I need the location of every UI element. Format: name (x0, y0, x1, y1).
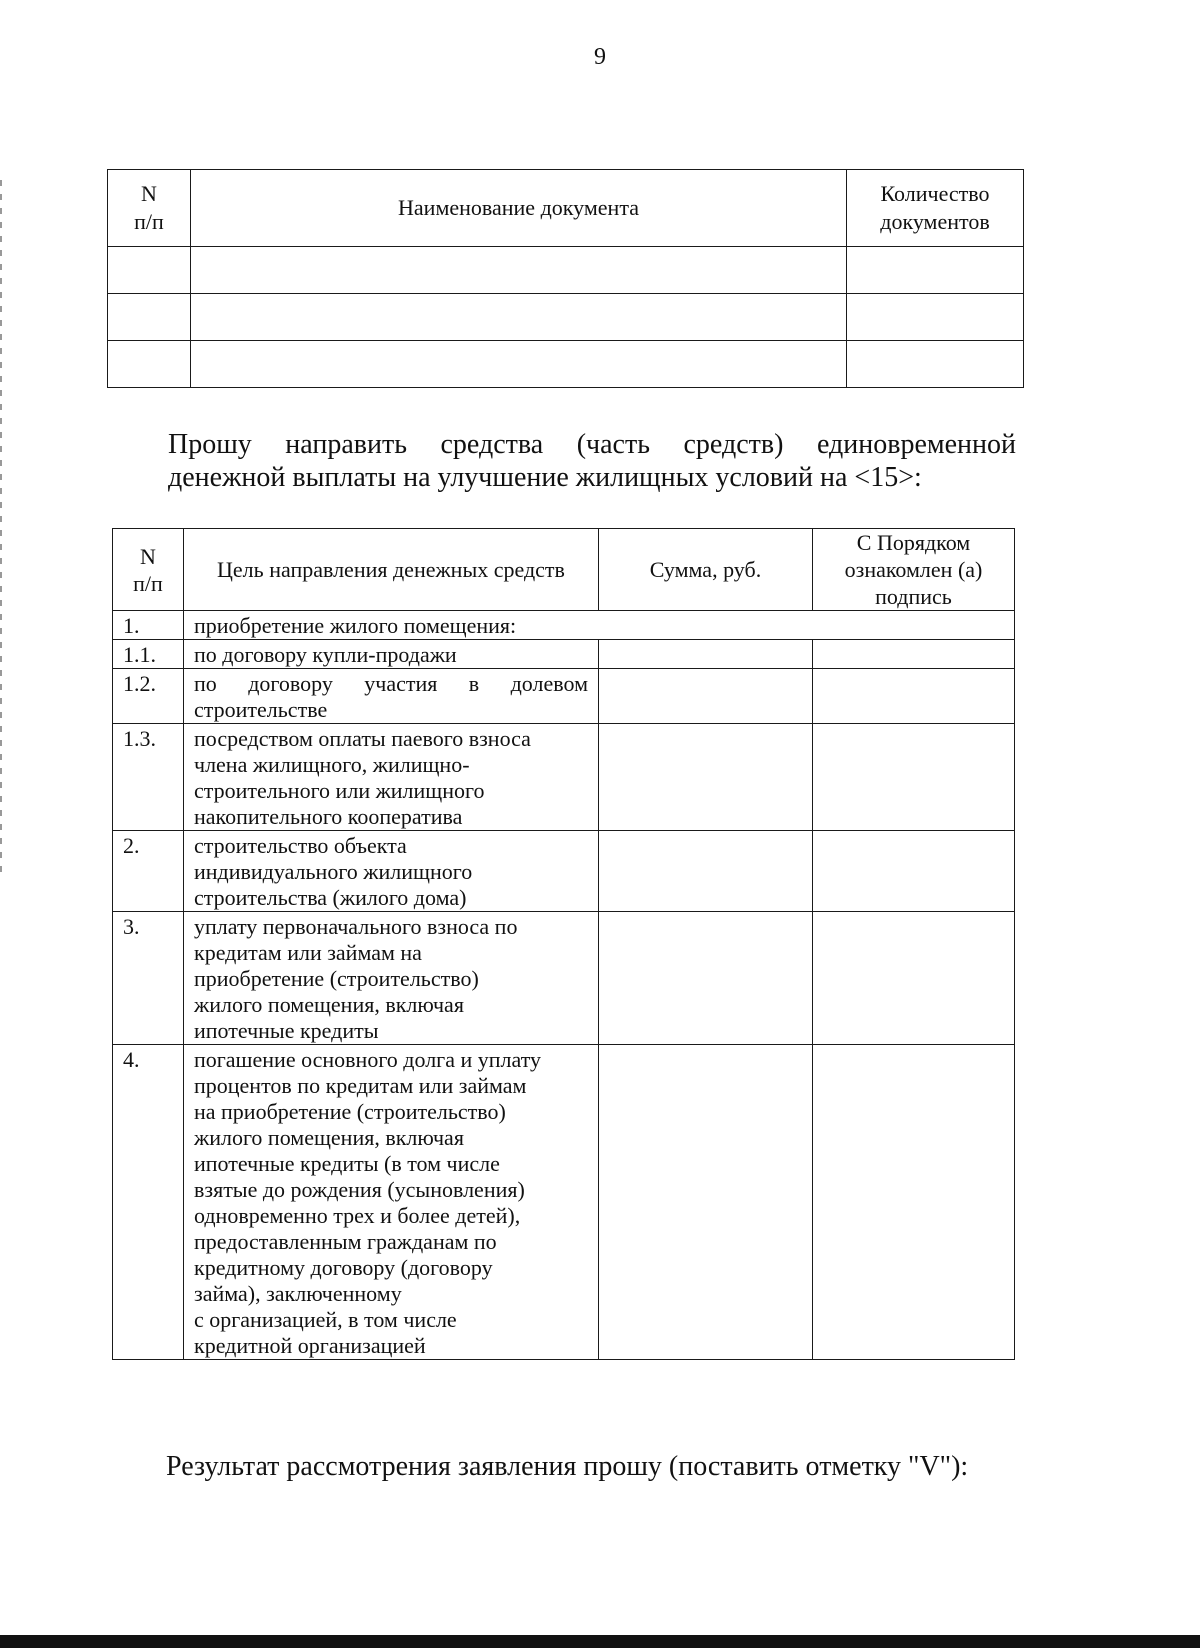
table-row (108, 341, 1024, 388)
header-num (113, 529, 184, 611)
header-signature-line: С Порядком (856, 530, 971, 555)
purpose-line: индивидуального жилищного (194, 859, 473, 884)
amount-cell[interactable] (599, 724, 813, 831)
purpose-line: с организацией, в том числе (194, 1307, 457, 1332)
purpose-line: по договору участия в долевом (194, 671, 588, 696)
page-number: 9 (594, 44, 606, 70)
cell-name[interactable] (191, 247, 847, 294)
table-row (113, 724, 1015, 831)
purpose-line: жилого помещения, включая (194, 992, 464, 1017)
signature-cell[interactable] (813, 669, 1015, 724)
request-line-2: денежной выплаты на улучшение жилищных условий на <15>: (168, 462, 922, 493)
header-document-count (847, 170, 1024, 247)
row-purpose (184, 669, 599, 724)
purpose-line: строительство объекта (194, 833, 407, 858)
purpose-line: погашение основного долга и уплату (194, 1047, 542, 1072)
purpose-line: ипотечные кредиты (194, 1018, 379, 1043)
row-number: 3. (113, 912, 184, 1045)
funds-purpose-table (112, 528, 1015, 1360)
purpose-line: одновременно трех и более детей), (194, 1203, 521, 1228)
row-number: 2. (113, 831, 184, 912)
row-purpose (184, 1045, 599, 1360)
amount-cell[interactable] (599, 912, 813, 1045)
documents-table (107, 169, 1024, 388)
purpose-line: приобретение жилого помещения: (194, 613, 517, 638)
signature-cell[interactable] (813, 640, 1015, 669)
amount-cell[interactable] (599, 669, 813, 724)
purpose-line: кредитному договору (договору (194, 1255, 493, 1280)
purpose-line: строительстве (194, 697, 328, 722)
purpose-line: кредитной организацией (194, 1333, 426, 1358)
table-row (108, 247, 1024, 294)
purpose-line: займа), заключенному (194, 1281, 402, 1306)
row-number: 1. (113, 611, 184, 640)
amount-cell[interactable] (599, 831, 813, 912)
documents-table-header (108, 170, 1024, 247)
signature-cell[interactable] (813, 912, 1015, 1045)
purpose-line: процентов по кредитам или займам (194, 1073, 527, 1098)
header-num-line: п/п (134, 209, 164, 234)
table-row (113, 640, 1015, 669)
header-document-name: Наименование документа (191, 170, 847, 247)
purpose-line: кредитам или займам на (194, 940, 422, 965)
cell-name[interactable] (191, 294, 847, 341)
cell-num[interactable] (108, 247, 191, 294)
amount-cell[interactable] (599, 1045, 813, 1360)
funds-table-header (113, 529, 1015, 611)
cell-count[interactable] (847, 294, 1024, 341)
row-number: 1.3. (113, 724, 184, 831)
signature-cell[interactable] (813, 1045, 1015, 1360)
table-row (113, 611, 1015, 640)
purpose-line: строительного или жилищного (194, 778, 485, 803)
header-purpose: Цель направления денежных средств (184, 529, 599, 611)
row-number: 4. (113, 1045, 184, 1360)
header-signature-line: ознакомлен (а) (844, 557, 983, 582)
header-num-line: п/п (133, 570, 163, 596)
header-signature (813, 529, 1015, 611)
scan-edge-artifact (0, 180, 2, 880)
row-number: 1.2. (113, 669, 184, 724)
row-number: 1.1. (113, 640, 184, 669)
header-num (108, 170, 191, 247)
header-count-line: Количество (880, 181, 990, 206)
row-purpose (184, 640, 599, 669)
table-row (113, 1045, 1015, 1360)
header-num-line: N (141, 181, 157, 206)
row-purpose (184, 831, 599, 912)
purpose-line: на приобретение (строительство) (194, 1099, 506, 1124)
amount-cell[interactable] (599, 640, 813, 669)
purpose-line: уплату первоначального взноса по (194, 914, 518, 939)
request-line-1: Прошу направить средства (часть средств) единовременной (168, 429, 1016, 460)
cell-count[interactable] (847, 341, 1024, 388)
purpose-line: накопительного кооператива (194, 804, 463, 829)
table-row (113, 912, 1015, 1045)
result-prompt: Результат рассмотрения заявления прошу (поставить отметку "V"): (166, 1451, 969, 1482)
header-count-line: документов (880, 209, 990, 234)
purpose-line: предоставленным гражданам по (194, 1229, 497, 1254)
cell-num[interactable] (108, 341, 191, 388)
cell-num[interactable] (108, 294, 191, 341)
purpose-line: взятые до рождения (усыновления) (194, 1177, 525, 1202)
scan-border (0, 1635, 1200, 1648)
signature-cell[interactable] (813, 724, 1015, 831)
cell-name[interactable] (191, 341, 847, 388)
purpose-line: ипотечные кредиты (в том числе (194, 1151, 500, 1176)
purpose-line: жилого помещения, включая (194, 1125, 464, 1150)
header-signature-line: подпись (875, 584, 952, 609)
row-purpose (184, 724, 599, 831)
purpose-line: члена жилищного, жилищно- (194, 752, 470, 777)
table-row (108, 294, 1024, 341)
purpose-line: строительства (жилого дома) (194, 885, 467, 910)
table-row (113, 831, 1015, 912)
table-row (113, 669, 1015, 724)
row-purpose (184, 912, 599, 1045)
purpose-line: приобретение (строительство) (194, 966, 479, 991)
purpose-line: посредством оплаты паевого взноса (194, 726, 531, 751)
signature-cell[interactable] (813, 831, 1015, 912)
header-num-line: N (140, 543, 156, 569)
request-paragraph (168, 428, 1016, 494)
purpose-line: по договору купли-продажи (194, 642, 457, 667)
cell-count[interactable] (847, 247, 1024, 294)
row-purpose (184, 611, 1015, 640)
header-amount: Сумма, руб. (599, 529, 813, 611)
